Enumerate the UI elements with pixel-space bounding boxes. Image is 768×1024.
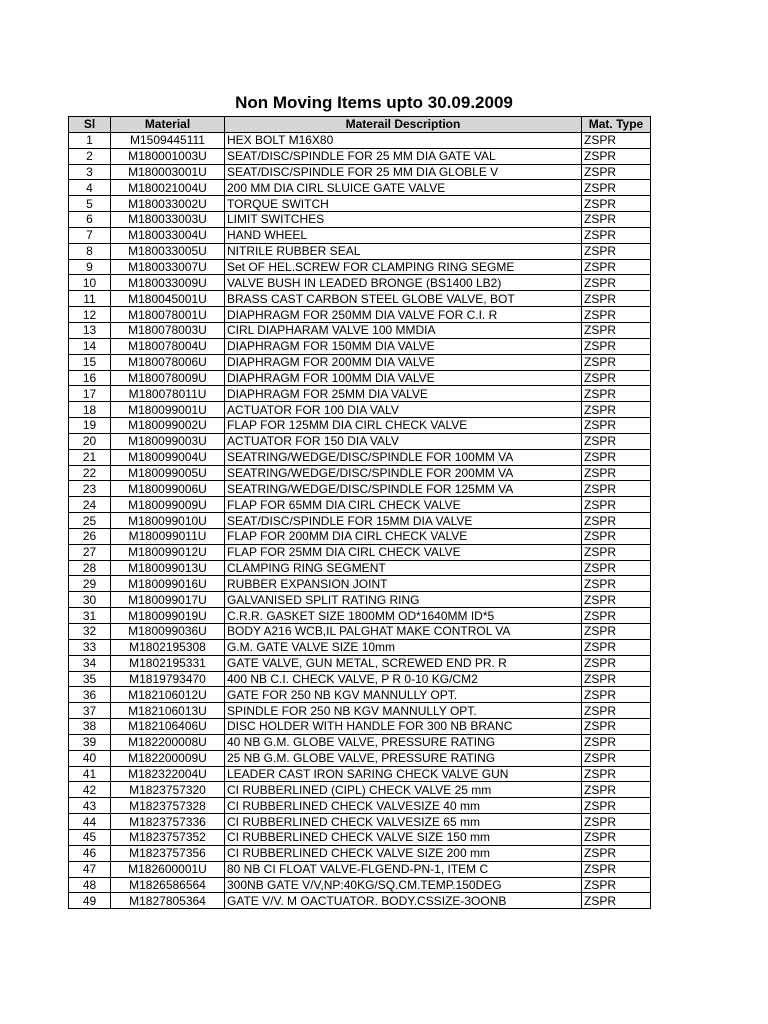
table-row bbox=[69, 624, 651, 640]
cell-si: 15 bbox=[69, 354, 111, 370]
table-row bbox=[69, 544, 651, 560]
cell-description: DIAPHRAGM FOR 200MM DIA VALVE bbox=[225, 354, 582, 370]
cell-si: 13 bbox=[69, 322, 111, 338]
cell-si: 47 bbox=[69, 861, 111, 877]
table-row bbox=[69, 829, 651, 845]
cell-si: 6 bbox=[69, 212, 111, 228]
cell-material: M180099017U bbox=[111, 592, 225, 608]
cell-description: 200 MM DIA CIRL SLUICE GATE VALVE bbox=[225, 180, 582, 196]
cell-material: M1827805364 bbox=[111, 893, 225, 909]
cell-description: DIAPHRAGM FOR 25MM DIA VALVE bbox=[225, 386, 582, 402]
cell-description: DIAPHRAGM FOR 100MM DIA VALVE bbox=[225, 370, 582, 386]
table-row bbox=[69, 275, 651, 291]
table-row bbox=[69, 433, 651, 449]
column-header-description: Materail Description bbox=[225, 117, 582, 133]
cell-material: M1819793470 bbox=[111, 671, 225, 687]
cell-description: LEADER CAST IRON SARING CHECK VALVE GUN bbox=[225, 766, 582, 782]
table-row bbox=[69, 766, 651, 782]
cell-description: DIAPHRAGM FOR 250MM DIA VALVE FOR C.I. R bbox=[225, 307, 582, 323]
cell-type: ZSPR bbox=[582, 259, 651, 275]
cell-description: 80 NB CI FLOAT VALVE-FLGEND-PN-1, ITEM C bbox=[225, 861, 582, 877]
cell-description: CI RUBBERLINED CHECK VALVESIZE 65 mm bbox=[225, 814, 582, 830]
table-header-row bbox=[69, 117, 651, 133]
cell-type: ZSPR bbox=[582, 164, 651, 180]
cell-description: SEATRING/WEDGE/DISC/SPINDLE FOR 200MM VA bbox=[225, 465, 582, 481]
cell-type: ZSPR bbox=[582, 418, 651, 434]
cell-description: FLAP FOR 65MM DIA CIRL CHECK VALVE bbox=[225, 497, 582, 513]
cell-si: 45 bbox=[69, 829, 111, 845]
cell-material: M180099004U bbox=[111, 449, 225, 465]
cell-si: 23 bbox=[69, 481, 111, 497]
table-row bbox=[69, 608, 651, 624]
cell-material: M180099013U bbox=[111, 560, 225, 576]
cell-description: CIRL DIAPHARAM VALVE 100 MMDIA bbox=[225, 322, 582, 338]
cell-material: M180099036U bbox=[111, 624, 225, 640]
cell-si: 1 bbox=[69, 132, 111, 148]
cell-material: M182106013U bbox=[111, 703, 225, 719]
cell-material: M180078003U bbox=[111, 322, 225, 338]
cell-type: ZSPR bbox=[582, 497, 651, 513]
cell-description: NITRILE RUBBER SEAL bbox=[225, 243, 582, 259]
table-row bbox=[69, 782, 651, 798]
table-row bbox=[69, 338, 651, 354]
table-row bbox=[69, 196, 651, 212]
cell-si: 24 bbox=[69, 497, 111, 513]
table-row bbox=[69, 180, 651, 196]
cell-type: ZSPR bbox=[582, 687, 651, 703]
cell-description: CI RUBBERLINED (CIPL) CHECK VALVE 25 mm bbox=[225, 782, 582, 798]
cell-description: CI RUBBERLINED CHECK VALVESIZE 40 mm bbox=[225, 798, 582, 814]
cell-type: ZSPR bbox=[582, 386, 651, 402]
table-row bbox=[69, 132, 651, 148]
cell-si: 18 bbox=[69, 402, 111, 418]
cell-material: M180003001U bbox=[111, 164, 225, 180]
table-row bbox=[69, 354, 651, 370]
cell-type: ZSPR bbox=[582, 734, 651, 750]
cell-type: ZSPR bbox=[582, 814, 651, 830]
cell-description: 25 NB G.M. GLOBE VALVE, PRESSURE RATING bbox=[225, 750, 582, 766]
cell-si: 21 bbox=[69, 449, 111, 465]
cell-material: M180099016U bbox=[111, 576, 225, 592]
cell-material: M180021004U bbox=[111, 180, 225, 196]
cell-material: M182106012U bbox=[111, 687, 225, 703]
cell-type: ZSPR bbox=[582, 671, 651, 687]
cell-type: ZSPR bbox=[582, 798, 651, 814]
cell-type: ZSPR bbox=[582, 845, 651, 861]
cell-description: CLAMPING RING SEGMENT bbox=[225, 560, 582, 576]
cell-material: M1823757328 bbox=[111, 798, 225, 814]
cell-material: M180033007U bbox=[111, 259, 225, 275]
cell-type: ZSPR bbox=[582, 655, 651, 671]
cell-si: 43 bbox=[69, 798, 111, 814]
table-row bbox=[69, 291, 651, 307]
cell-type: ZSPR bbox=[582, 148, 651, 164]
cell-si: 4 bbox=[69, 180, 111, 196]
cell-description: SEAT/DISC/SPINDLE FOR 25 MM DIA GLOBLE V bbox=[225, 164, 582, 180]
cell-type: ZSPR bbox=[582, 196, 651, 212]
cell-material: M180033003U bbox=[111, 212, 225, 228]
table-row bbox=[69, 639, 651, 655]
cell-si: 46 bbox=[69, 845, 111, 861]
cell-type: ZSPR bbox=[582, 370, 651, 386]
cell-type: ZSPR bbox=[582, 338, 651, 354]
cell-si: 9 bbox=[69, 259, 111, 275]
cell-description: 400 NB C.I. CHECK VALVE, P R 0-10 KG/CM2 bbox=[225, 671, 582, 687]
table-row bbox=[69, 386, 651, 402]
cell-description: LIMIT SWITCHES bbox=[225, 212, 582, 228]
cell-type: ZSPR bbox=[582, 877, 651, 893]
table-row bbox=[69, 243, 651, 259]
cell-type: ZSPR bbox=[582, 354, 651, 370]
cell-material: M180099003U bbox=[111, 433, 225, 449]
cell-si: 7 bbox=[69, 227, 111, 243]
cell-si: 12 bbox=[69, 307, 111, 323]
cell-material: M180099006U bbox=[111, 481, 225, 497]
cell-si: 22 bbox=[69, 465, 111, 481]
cell-si: 34 bbox=[69, 655, 111, 671]
table-row bbox=[69, 465, 651, 481]
cell-type: ZSPR bbox=[582, 481, 651, 497]
cell-si: 26 bbox=[69, 528, 111, 544]
cell-material: M180099002U bbox=[111, 418, 225, 434]
cell-type: ZSPR bbox=[582, 402, 651, 418]
table-row bbox=[69, 513, 651, 529]
cell-material: M1802195308 bbox=[111, 639, 225, 655]
cell-description: CI RUBBERLINED CHECK VALVE SIZE 150 mm bbox=[225, 829, 582, 845]
cell-description: SEAT/DISC/SPINDLE FOR 15MM DIA VALVE bbox=[225, 513, 582, 529]
cell-type: ZSPR bbox=[582, 449, 651, 465]
table-row bbox=[69, 845, 651, 861]
cell-si: 17 bbox=[69, 386, 111, 402]
table-row bbox=[69, 259, 651, 275]
cell-si: 8 bbox=[69, 243, 111, 259]
cell-material: M180099010U bbox=[111, 513, 225, 529]
table-row bbox=[69, 497, 651, 513]
table-row bbox=[69, 750, 651, 766]
cell-material: M1823757320 bbox=[111, 782, 225, 798]
cell-type: ZSPR bbox=[582, 592, 651, 608]
cell-si: 36 bbox=[69, 687, 111, 703]
table-row bbox=[69, 719, 651, 735]
cell-material: M1823757336 bbox=[111, 814, 225, 830]
cell-description: ACTUATOR FOR 150 DIA VALV bbox=[225, 433, 582, 449]
table-row bbox=[69, 814, 651, 830]
cell-si: 28 bbox=[69, 560, 111, 576]
table-row bbox=[69, 877, 651, 893]
cell-description: SPINDLE FOR 250 NB KGV MANNULLY OPT. bbox=[225, 703, 582, 719]
table-row bbox=[69, 528, 651, 544]
table-row bbox=[69, 687, 651, 703]
cell-material: M182322004U bbox=[111, 766, 225, 782]
cell-description: Set OF HEL.SCREW FOR CLAMPING RING SEGME bbox=[225, 259, 582, 275]
cell-description: HAND WHEEL bbox=[225, 227, 582, 243]
cell-si: 16 bbox=[69, 370, 111, 386]
cell-si: 25 bbox=[69, 513, 111, 529]
cell-si: 11 bbox=[69, 291, 111, 307]
cell-type: ZSPR bbox=[582, 275, 651, 291]
cell-description: G.M. GATE VALVE SIZE 10mm bbox=[225, 639, 582, 655]
cell-type: ZSPR bbox=[582, 766, 651, 782]
cell-material: M182200009U bbox=[111, 750, 225, 766]
cell-type: ZSPR bbox=[582, 465, 651, 481]
table-row bbox=[69, 212, 651, 228]
column-header-type: Mat. Type bbox=[582, 117, 651, 133]
cell-material: M180078004U bbox=[111, 338, 225, 354]
cell-type: ZSPR bbox=[582, 861, 651, 877]
cell-material: M182600001U bbox=[111, 861, 225, 877]
cell-description: BRASS CAST CARBON STEEL GLOBE VALVE, BOT bbox=[225, 291, 582, 307]
cell-type: ZSPR bbox=[582, 576, 651, 592]
cell-material: M180033009U bbox=[111, 275, 225, 291]
cell-material: M1802195331 bbox=[111, 655, 225, 671]
table-row bbox=[69, 734, 651, 750]
cell-type: ZSPR bbox=[582, 608, 651, 624]
table-row bbox=[69, 798, 651, 814]
table-row bbox=[69, 148, 651, 164]
cell-description: SEAT/DISC/SPINDLE FOR 25 MM DIA GATE VAL bbox=[225, 148, 582, 164]
cell-description: GATE FOR 250 NB KGV MANNULLY OPT. bbox=[225, 687, 582, 703]
table-row bbox=[69, 655, 651, 671]
cell-description: C.R.R. GASKET SIZE 1800MM OD*1640MM ID*5 bbox=[225, 608, 582, 624]
cell-type: ZSPR bbox=[582, 560, 651, 576]
table-body bbox=[69, 132, 651, 908]
cell-si: 2 bbox=[69, 148, 111, 164]
cell-material: M180099009U bbox=[111, 497, 225, 513]
table-row bbox=[69, 592, 651, 608]
cell-material: M180099005U bbox=[111, 465, 225, 481]
cell-type: ZSPR bbox=[582, 322, 651, 338]
cell-description: VALVE BUSH IN LEADED BRONGE (BS1400 LB2) bbox=[225, 275, 582, 291]
table-row bbox=[69, 164, 651, 180]
table-row bbox=[69, 418, 651, 434]
cell-si: 38 bbox=[69, 719, 111, 735]
cell-description: GATE V/V. M OACTUATOR. BODY.CSSIZE-3OONB bbox=[225, 893, 582, 909]
cell-material: M182106406U bbox=[111, 719, 225, 735]
cell-description: HEX BOLT M16X80 bbox=[225, 132, 582, 148]
cell-material: M1509445111 bbox=[111, 132, 225, 148]
cell-description: DIAPHRAGM FOR 150MM DIA VALVE bbox=[225, 338, 582, 354]
cell-material: M180033004U bbox=[111, 227, 225, 243]
cell-type: ZSPR bbox=[582, 433, 651, 449]
cell-description: BODY A216 WCB,IL PALGHAT MAKE CONTROL VA bbox=[225, 624, 582, 640]
cell-type: ZSPR bbox=[582, 782, 651, 798]
cell-type: ZSPR bbox=[582, 180, 651, 196]
cell-type: ZSPR bbox=[582, 212, 651, 228]
cell-si: 39 bbox=[69, 734, 111, 750]
cell-si: 10 bbox=[69, 275, 111, 291]
cell-type: ZSPR bbox=[582, 893, 651, 909]
table-row bbox=[69, 449, 651, 465]
cell-si: 14 bbox=[69, 338, 111, 354]
cell-type: ZSPR bbox=[582, 513, 651, 529]
cell-type: ZSPR bbox=[582, 307, 651, 323]
cell-description: FLAP FOR 200MM DIA CIRL CHECK VALVE bbox=[225, 528, 582, 544]
table-row bbox=[69, 322, 651, 338]
cell-si: 41 bbox=[69, 766, 111, 782]
cell-type: ZSPR bbox=[582, 227, 651, 243]
table-row bbox=[69, 671, 651, 687]
cell-description: DISC HOLDER WITH HANDLE FOR 300 NB BRANC bbox=[225, 719, 582, 735]
cell-material: M182200008U bbox=[111, 734, 225, 750]
table-row bbox=[69, 402, 651, 418]
cell-type: ZSPR bbox=[582, 291, 651, 307]
cell-description: 300NB GATE V/V,NP:40KG/SQ.CM.TEMP.150DEG bbox=[225, 877, 582, 893]
table-row bbox=[69, 560, 651, 576]
cell-type: ZSPR bbox=[582, 528, 651, 544]
cell-si: 49 bbox=[69, 893, 111, 909]
table-row bbox=[69, 227, 651, 243]
table-row bbox=[69, 703, 651, 719]
cell-si: 48 bbox=[69, 877, 111, 893]
cell-description: CI RUBBERLINED CHECK VALVE SIZE 200 mm bbox=[225, 845, 582, 861]
cell-si: 35 bbox=[69, 671, 111, 687]
cell-type: ZSPR bbox=[582, 132, 651, 148]
cell-si: 37 bbox=[69, 703, 111, 719]
cell-material: M1823757356 bbox=[111, 845, 225, 861]
cell-description: SEATRING/WEDGE/DISC/SPINDLE FOR 125MM VA bbox=[225, 481, 582, 497]
cell-type: ZSPR bbox=[582, 624, 651, 640]
cell-material: M180099011U bbox=[111, 528, 225, 544]
table-row bbox=[69, 576, 651, 592]
items-table bbox=[68, 116, 651, 909]
cell-description: FLAP FOR 25MM DIA CIRL CHECK VALVE bbox=[225, 544, 582, 560]
cell-material: M180033002U bbox=[111, 196, 225, 212]
cell-si: 3 bbox=[69, 164, 111, 180]
cell-description: GATE VALVE, GUN METAL, SCREWED END PR. R bbox=[225, 655, 582, 671]
cell-description: RUBBER EXPANSION JOINT bbox=[225, 576, 582, 592]
cell-material: M180099019U bbox=[111, 608, 225, 624]
table-row bbox=[69, 861, 651, 877]
cell-material: M180078009U bbox=[111, 370, 225, 386]
cell-si: 33 bbox=[69, 639, 111, 655]
cell-description: GALVANISED SPLIT RATING RING bbox=[225, 592, 582, 608]
cell-type: ZSPR bbox=[582, 703, 651, 719]
cell-description: FLAP FOR 125MM DIA CIRL CHECK VALVE bbox=[225, 418, 582, 434]
table-row bbox=[69, 893, 651, 909]
table-row bbox=[69, 481, 651, 497]
cell-type: ZSPR bbox=[582, 719, 651, 735]
cell-description: SEATRING/WEDGE/DISC/SPINDLE FOR 100MM VA bbox=[225, 449, 582, 465]
cell-material: M1826586564 bbox=[111, 877, 225, 893]
cell-si: 44 bbox=[69, 814, 111, 830]
cell-type: ZSPR bbox=[582, 544, 651, 560]
cell-type: ZSPR bbox=[582, 750, 651, 766]
cell-si: 40 bbox=[69, 750, 111, 766]
cell-description: 40 NB G.M. GLOBE VALVE, PRESSURE RATING bbox=[225, 734, 582, 750]
column-header-material: Material bbox=[111, 117, 225, 133]
cell-si: 31 bbox=[69, 608, 111, 624]
cell-si: 19 bbox=[69, 418, 111, 434]
document-title: Non Moving Items upto 30.09.2009 bbox=[235, 93, 513, 112]
cell-material: M180078011U bbox=[111, 386, 225, 402]
cell-material: M180001003U bbox=[111, 148, 225, 164]
cell-material: M180033005U bbox=[111, 243, 225, 259]
cell-type: ZSPR bbox=[582, 639, 651, 655]
cell-type: ZSPR bbox=[582, 829, 651, 845]
table-row bbox=[69, 307, 651, 323]
cell-material: M180099012U bbox=[111, 544, 225, 560]
cell-material: M1823757352 bbox=[111, 829, 225, 845]
cell-si: 30 bbox=[69, 592, 111, 608]
cell-material: M180045001U bbox=[111, 291, 225, 307]
cell-si: 5 bbox=[69, 196, 111, 212]
cell-type: ZSPR bbox=[582, 243, 651, 259]
cell-material: M180078006U bbox=[111, 354, 225, 370]
cell-description: ACTUATOR FOR 100 DIA VALV bbox=[225, 402, 582, 418]
table-row bbox=[69, 370, 651, 386]
cell-material: M180099001U bbox=[111, 402, 225, 418]
column-header-si: Sl bbox=[69, 117, 111, 133]
cell-si: 27 bbox=[69, 544, 111, 560]
cell-material: M180078001U bbox=[111, 307, 225, 323]
cell-si: 20 bbox=[69, 433, 111, 449]
cell-si: 32 bbox=[69, 624, 111, 640]
cell-si: 29 bbox=[69, 576, 111, 592]
cell-si: 42 bbox=[69, 782, 111, 798]
cell-description: TORQUE SWITCH bbox=[225, 196, 582, 212]
